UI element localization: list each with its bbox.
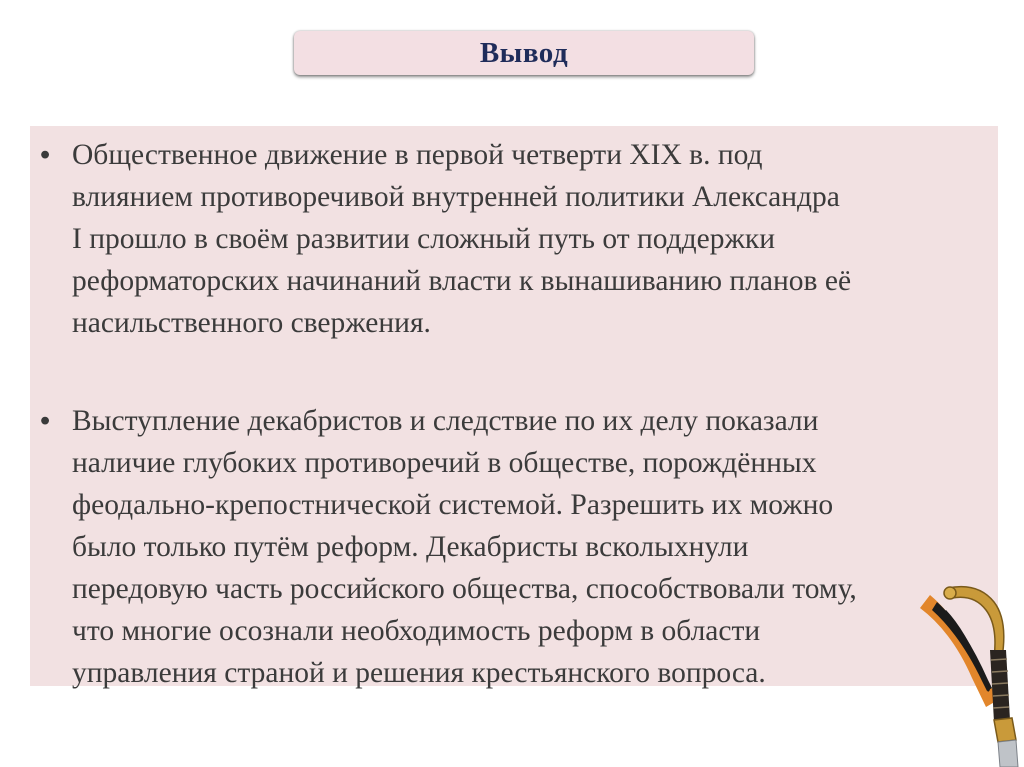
bullet-text-2: Выступление декабристов и следствие по их делу показали наличие глубоких противоречий в обществе, порождённых феодально-крепостнической системой. Разрешить их можно было только путём реформ. Декабристы всколыхнули передовую часть российского общества, способствовали тому, что многие осознали необходимость реформ в области управления страной и решения крестьянского вопроса. (72, 405, 857, 689)
bullet-marker: • (40, 139, 51, 171)
saber-with-ribbon-icon (890, 580, 1024, 767)
bullet-text-1: Общественное движение в первой четверти XIX в. под влиянием противоречивой внутренней политики Александра I прошло в своём развитии сложный путь от поддержки реформаторских начинаний власти к вынашиванию планов её насильственного свержения. (72, 139, 852, 339)
slide-title: Вывод (479, 36, 569, 69)
title-box (294, 31, 754, 75)
bullet-marker: • (40, 405, 51, 437)
ribbon-icon (920, 595, 998, 707)
content-box (30, 126, 998, 689)
